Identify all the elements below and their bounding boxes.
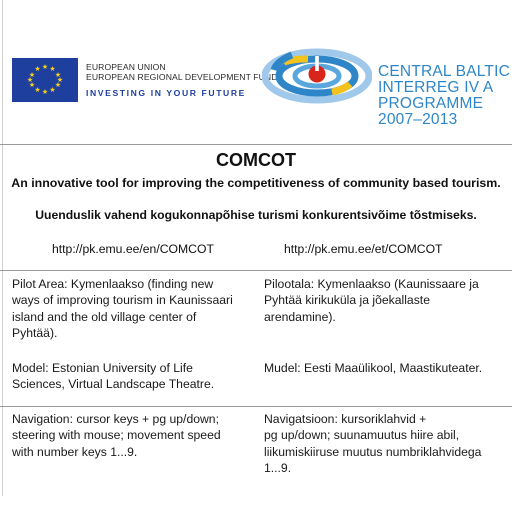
url-english-link[interactable]: http://pk.emu.ee/en/COMCOT	[52, 242, 214, 256]
text-line: with number keys 1...9.	[12, 444, 138, 459]
text-line: Pyhtää kirikuküla ja jõekallaste	[264, 293, 430, 308]
section-divider-pilot	[0, 270, 512, 271]
navigation-estonian	[264, 411, 508, 477]
text-line: arendamine).	[264, 309, 336, 324]
text-line: liikumiskiiruse muutus numbriklahvidega	[264, 444, 482, 459]
central-baltic-logo-icon	[262, 48, 372, 104]
pilot-area-estonian	[264, 276, 508, 325]
text-line: island and the old village center of	[12, 309, 197, 324]
programme-line-2: INTERREG IV A	[378, 79, 494, 96]
eu-line-2: EUROPEAN REGIONAL DEVELOPMENT FUND	[86, 72, 278, 82]
text-line: ways of improving tourism in Kaunissaari	[12, 293, 233, 308]
eu-motto: INVESTING IN YOUR FUTURE	[86, 88, 246, 98]
text-line: steering with mouse; movement speed	[12, 428, 221, 443]
header-divider	[0, 144, 512, 145]
text-line: Mudel: Eesti Maaülikool, Maastikuteater.	[264, 361, 483, 375]
model-estonian	[264, 360, 508, 376]
eu-logo-block	[12, 58, 278, 102]
url-estonian-link[interactable]: http://pk.emu.ee/et/COMCOT	[284, 242, 443, 256]
left-margin-rule	[2, 0, 3, 496]
pilot-area-english	[12, 276, 248, 342]
text-line: Sciences, Virtual Landscape Theatre.	[12, 377, 215, 392]
text-line: Pyhtää).	[12, 326, 58, 341]
programme-line-4: 2007–2013	[378, 111, 458, 128]
eu-line-1: EUROPEAN UNION	[86, 62, 166, 72]
text-line: Pilot Area: Kymenlaakso (finding new	[12, 277, 214, 291]
text-line: pg up/down; suunamuutus hiire abil,	[264, 428, 460, 443]
programme-line-1: CENTRAL BALTIC	[378, 63, 510, 80]
subtitle-english: An innovative tool for improving the competitiveness of community based tourism.	[11, 176, 501, 190]
text-line: Navigation: cursor keys + pg up/down;	[12, 412, 219, 426]
model-english	[12, 360, 248, 393]
programme-line-3: PROGRAMME	[378, 95, 484, 112]
eu-text	[86, 62, 278, 99]
programme-name	[378, 64, 510, 128]
text-line: Model: Estonian University of Life	[12, 361, 193, 375]
text-line: Navigatsioon: kursoriklahvid +	[264, 412, 427, 426]
page-title: COMCOT	[216, 150, 296, 170]
text-line: 1...9.	[264, 461, 292, 476]
navigation-english	[12, 411, 248, 460]
text-line: Pilootala: Kymenlaakso (Kaunissaare ja	[264, 277, 479, 291]
eu-flag-icon: ★ ★ ★ ★ ★ ★ ★ ★ ★ ★ ★ ★	[12, 58, 78, 102]
section-divider-navigation	[0, 406, 512, 407]
subtitle-estonian: Uuenduslik vahend kogukonnapõhise turismi konkurentsivõime tõstmiseks.	[35, 208, 477, 222]
